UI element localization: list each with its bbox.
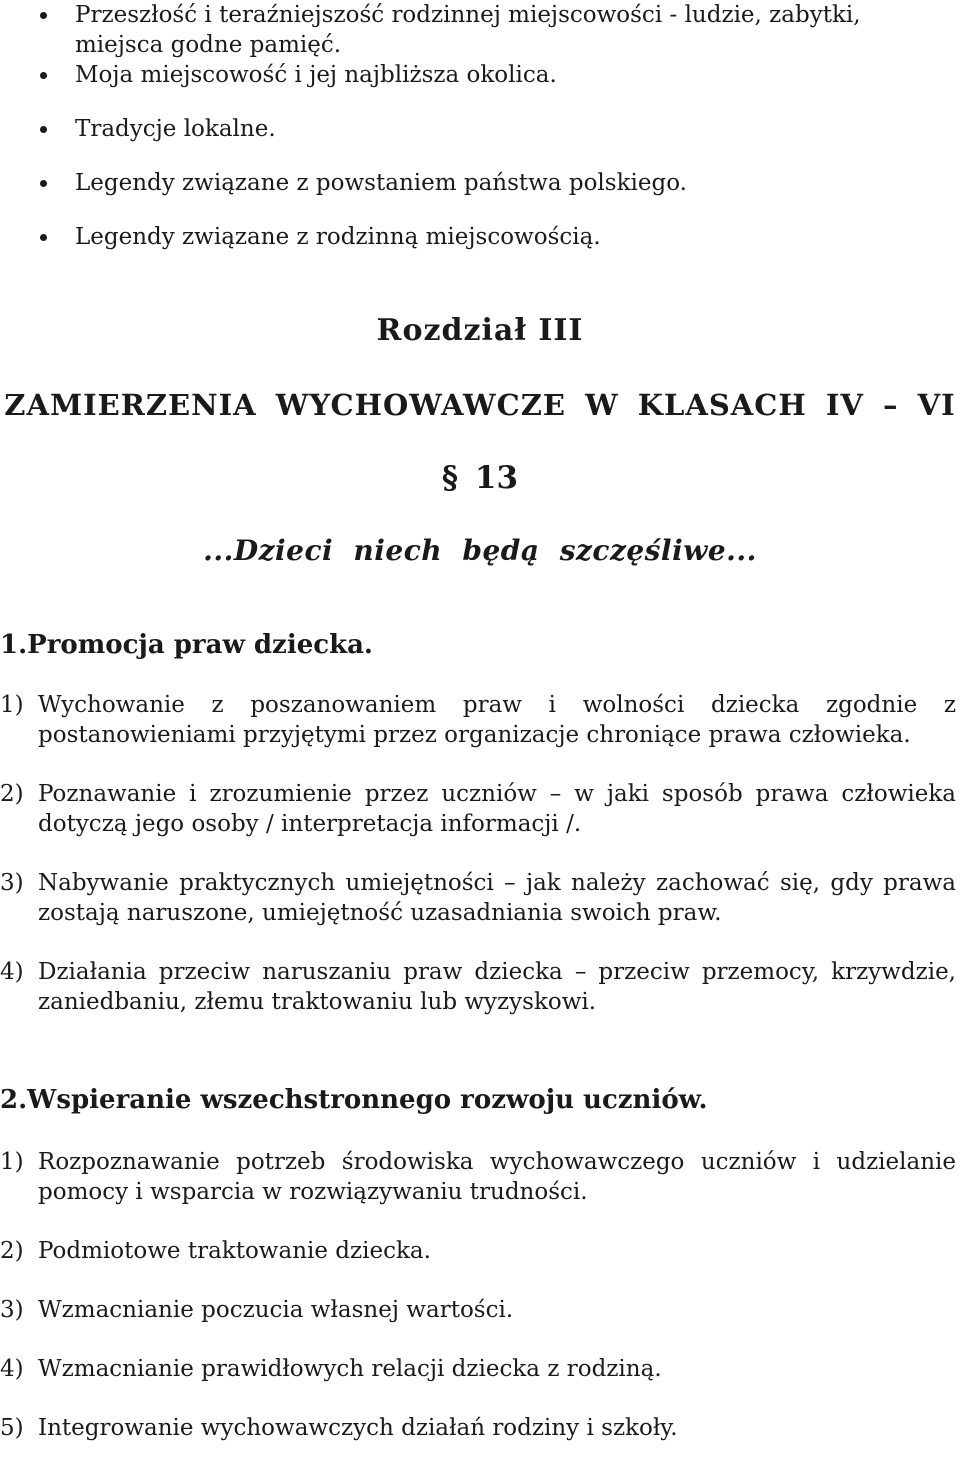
list-item [0, 1147, 956, 1207]
bullet-dot-icon [40, 180, 47, 187]
bullet-item [40, 168, 940, 198]
bullet-text: Tradycje lokalne. [75, 116, 276, 142]
section-heading-1: 1.Promocja praw dziecka. [0, 630, 373, 660]
item-text: Podmiotowe traktowanie dziecka. [38, 1238, 431, 1264]
item-text: Rozpoznawanie potrzeb środowiska wychowawczego uczniów i udzielanie pomocy i wsparcia w rozwiązywaniu trudności. [38, 1149, 956, 1205]
paragraph-number: § 13 [441, 460, 519, 496]
item-text: Integrowanie wychowawczych działań rodziny i szkoły. [38, 1415, 678, 1441]
numbered-list-2 [0, 1147, 956, 1472]
list-item [0, 957, 956, 1017]
bullet-text: Przeszłość i teraźniejszość rodzinnej miejscowości - ludzie, zabytki, miejsca godne pamięć. [75, 2, 861, 58]
item-text: Wychowanie z poszanowaniem praw i wolności dziecka zgodnie z postanowieniami przyjętymi przez organizacje chroniące prawa człowieka. [38, 692, 956, 748]
chapter-title: Rozdział III [376, 313, 584, 348]
section-heading-2: 2.Wspieranie wszechstronnego rozwoju uczniów. [0, 1085, 708, 1115]
item-number: 4) [0, 959, 24, 985]
item-number: 2) [0, 781, 24, 807]
bullet-dot-icon [40, 126, 47, 133]
list-item [0, 868, 956, 928]
bullet-text: Legendy związane z rodzinną miejscowością. [75, 224, 601, 250]
item-text: Nabywanie praktycznych umiejętności – jak należy zachować się, gdy prawa zostają naruszone, umiejętność uzasadniania swoich praw. [38, 870, 956, 926]
item-text: Poznawanie i zrozumienie przez uczniów – w jaki sposób prawa człowieka dotyczą jego osoby / interpretacja informacji /. [38, 781, 956, 837]
numbered-list-1 [0, 690, 956, 1046]
item-number: 1) [0, 1149, 24, 1175]
motto: ...Dzieci niech będą szczęśliwe... [203, 534, 757, 567]
item-text: Wzmacnianie prawidłowych relacji dziecka z rodziną. [38, 1356, 662, 1382]
item-number: 2) [0, 1238, 24, 1264]
list-item [0, 1354, 956, 1384]
list-item [0, 690, 956, 750]
section-title: ZAMIERZENIA WYCHOWAWCZE W KLASACH IV – VI [4, 388, 956, 422]
list-item [0, 1413, 956, 1443]
list-item [0, 1236, 956, 1266]
bullet-item [40, 0, 940, 60]
item-number: 3) [0, 1297, 24, 1323]
bullet-item [40, 60, 940, 90]
bullet-item [40, 222, 940, 252]
item-number: 1) [0, 692, 24, 718]
bullet-list [40, 0, 940, 252]
list-item [0, 779, 956, 839]
item-text: Wzmacnianie poczucia własnej wartości. [38, 1297, 514, 1323]
bullet-text: Legendy związane z powstaniem państwa polskiego. [75, 170, 687, 196]
bullet-dot-icon [40, 12, 47, 19]
item-number: 5) [0, 1415, 24, 1441]
item-text: Działania przeciw naruszaniu praw dziecka – przeciw przemocy, krzywdzie, zaniedbaniu, złemu traktowaniu lub wyzyskowi. [38, 959, 956, 1015]
bullet-item [40, 114, 940, 144]
item-number: 3) [0, 870, 24, 896]
item-number: 4) [0, 1356, 24, 1382]
list-item [0, 1295, 956, 1325]
bullet-text: Moja miejscowość i jej najbliższa okolica. [75, 62, 557, 88]
bullet-dot-icon [40, 234, 47, 241]
bullet-dot-icon [40, 72, 47, 79]
